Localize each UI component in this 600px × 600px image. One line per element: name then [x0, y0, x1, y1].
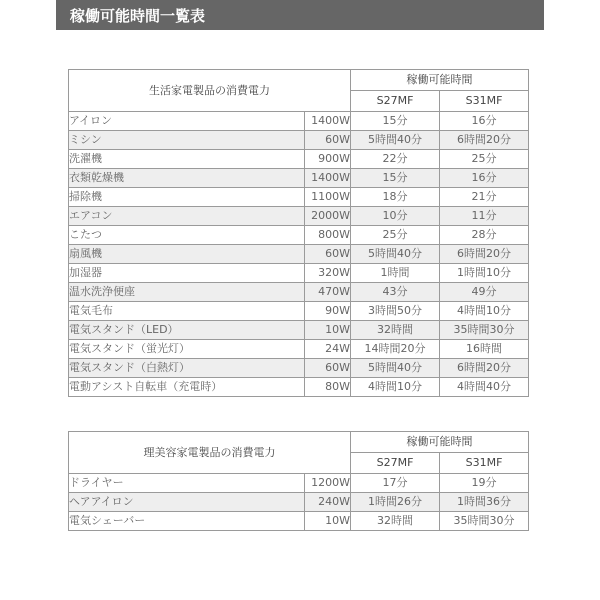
power-consumption: 2000W	[305, 207, 351, 226]
table-row	[69, 359, 529, 378]
runtime-header: 稼働可能時間	[351, 70, 529, 91]
power-consumption: 1400W	[305, 112, 351, 131]
household-appliance-table	[68, 69, 529, 397]
runtime-s27mf: 18分	[351, 188, 440, 207]
appliance-name: 加湿器	[69, 264, 305, 283]
appliance-name: 掃除機	[69, 188, 305, 207]
runtime-s27mf: 32時間	[351, 321, 440, 340]
page-title: 稼働可能時間一覧表	[70, 7, 206, 25]
appliance-name: ヘアアイロン	[69, 493, 305, 512]
runtime-s31mf: 6時間20分	[440, 359, 529, 378]
power-consumption: 24W	[305, 340, 351, 359]
table-row	[69, 283, 529, 302]
runtime-s31mf: 1時間10分	[440, 264, 529, 283]
table-row	[69, 112, 529, 131]
runtime-s27mf: 5時間40分	[351, 131, 440, 150]
appliance-name: ドライヤー	[69, 474, 305, 493]
table-row	[69, 493, 529, 512]
power-consumption: 240W	[305, 493, 351, 512]
power-consumption: 80W	[305, 378, 351, 397]
table-row	[69, 207, 529, 226]
appliance-name: 電気スタンド（蛍光灯）	[69, 340, 305, 359]
power-consumption: 90W	[305, 302, 351, 321]
table-row	[69, 321, 529, 340]
runtime-s31mf: 6時間20分	[440, 245, 529, 264]
power-consumption: 800W	[305, 226, 351, 245]
appliance-name: アイロン	[69, 112, 305, 131]
appliance-name: 電気スタンド（白熱灯）	[69, 359, 305, 378]
power-consumption: 10W	[305, 321, 351, 340]
table-row	[69, 302, 529, 321]
runtime-s27mf: 17分	[351, 474, 440, 493]
appliance-name: こたつ	[69, 226, 305, 245]
runtime-s31mf: 11分	[440, 207, 529, 226]
appliance-name: 洗濯機	[69, 150, 305, 169]
power-consumption: 1400W	[305, 169, 351, 188]
runtime-s27mf: 1時間	[351, 264, 440, 283]
runtime-s27mf: 5時間40分	[351, 245, 440, 264]
runtime-s31mf: 4時間40分	[440, 378, 529, 397]
model-header-s31mf: S31MF	[440, 91, 529, 112]
beauty-appliance-table	[68, 431, 529, 531]
table-row	[69, 378, 529, 397]
power-consumption: 60W	[305, 131, 351, 150]
runtime-s27mf: 4時間10分	[351, 378, 440, 397]
runtime-s31mf: 16分	[440, 169, 529, 188]
table-row	[69, 131, 529, 150]
runtime-s31mf: 4時間10分	[440, 302, 529, 321]
runtime-s27mf: 22分	[351, 150, 440, 169]
table-row	[69, 188, 529, 207]
runtime-s27mf: 14時間20分	[351, 340, 440, 359]
appliance-name: 電気シェーバー	[69, 512, 305, 531]
appliance-name: 電動アシスト自転車（充電時）	[69, 378, 305, 397]
appliance-name: 衣類乾燥機	[69, 169, 305, 188]
category-header: 生活家電製品の消費電力	[69, 70, 351, 112]
appliance-name: ミシン	[69, 131, 305, 150]
model-header-s27mf: S27MF	[351, 91, 440, 112]
page-title-bar	[56, 0, 544, 30]
appliance-name: 電気スタンド（LED）	[69, 321, 305, 340]
table-row	[69, 340, 529, 359]
runtime-s31mf: 21分	[440, 188, 529, 207]
power-consumption: 10W	[305, 512, 351, 531]
runtime-s31mf: 25分	[440, 150, 529, 169]
power-consumption: 60W	[305, 245, 351, 264]
runtime-s27mf: 25分	[351, 226, 440, 245]
runtime-s31mf: 16時間	[440, 340, 529, 359]
runtime-s31mf: 28分	[440, 226, 529, 245]
runtime-s27mf: 1時間26分	[351, 493, 440, 512]
table-row	[69, 169, 529, 188]
model-header-s31mf: S31MF	[440, 453, 529, 474]
table-row	[69, 150, 529, 169]
model-header-s27mf: S27MF	[351, 453, 440, 474]
appliance-name: 電気毛布	[69, 302, 305, 321]
power-consumption: 320W	[305, 264, 351, 283]
runtime-s27mf: 10分	[351, 207, 440, 226]
runtime-s31mf: 16分	[440, 112, 529, 131]
runtime-s27mf: 5時間40分	[351, 359, 440, 378]
runtime-s31mf: 49分	[440, 283, 529, 302]
runtime-s31mf: 35時間30分	[440, 321, 529, 340]
table-row	[69, 264, 529, 283]
table-row	[69, 245, 529, 264]
runtime-s31mf: 6時間20分	[440, 131, 529, 150]
runtime-s31mf: 35時間30分	[440, 512, 529, 531]
appliance-name: 温水洗浄便座	[69, 283, 305, 302]
category-header: 理美容家電製品の消費電力	[69, 432, 351, 474]
runtime-s27mf: 43分	[351, 283, 440, 302]
power-consumption: 900W	[305, 150, 351, 169]
power-consumption: 60W	[305, 359, 351, 378]
power-consumption: 470W	[305, 283, 351, 302]
appliance-name: エアコン	[69, 207, 305, 226]
runtime-s31mf: 1時間36分	[440, 493, 529, 512]
runtime-s31mf: 19分	[440, 474, 529, 493]
power-consumption: 1100W	[305, 188, 351, 207]
runtime-s27mf: 32時間	[351, 512, 440, 531]
runtime-s27mf: 15分	[351, 169, 440, 188]
runtime-header: 稼働可能時間	[351, 432, 529, 453]
power-consumption: 1200W	[305, 474, 351, 493]
table-row	[69, 226, 529, 245]
appliance-name: 扇風機	[69, 245, 305, 264]
table-row	[69, 474, 529, 493]
runtime-s27mf: 3時間50分	[351, 302, 440, 321]
table-row	[69, 512, 529, 531]
runtime-s27mf: 15分	[351, 112, 440, 131]
